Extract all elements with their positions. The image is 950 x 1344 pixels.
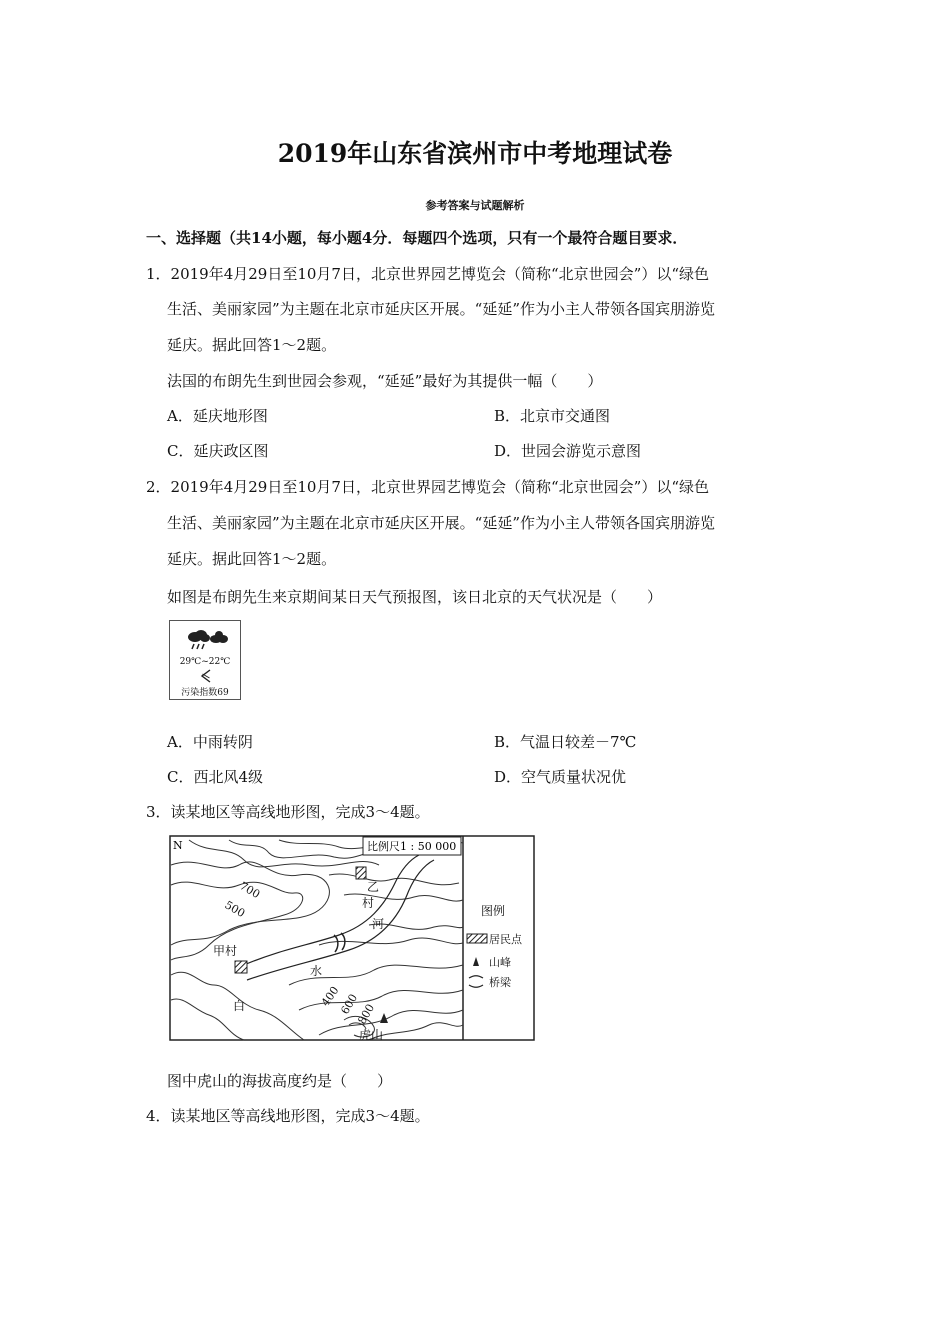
weather-temperature: 29℃~22℃ (179, 657, 231, 667)
legend-peak: 山峰 (489, 956, 511, 969)
q2-intro-line3: 延庆。据此回答1～2题。 (167, 550, 337, 568)
contour-label-700: 700 (237, 879, 263, 902)
q2-option-d: D．空气质量状况优 (494, 768, 627, 786)
legend-title: 图例 (481, 904, 506, 918)
q2-option-a: A．中雨转阴 (167, 733, 253, 751)
q2-stem: 如图是布朗先生来京期间某日天气预报图，该日北京的天气状况是（ ） (167, 588, 663, 606)
river-label-bai: 白 (233, 999, 246, 1013)
q1-option-a: A．延庆地形图 (167, 407, 268, 425)
q1-option-c: C．延庆政区图 (167, 442, 269, 460)
q1-intro-line3: 延庆。据此回答1～2题。 (167, 336, 337, 354)
contour-label-400: 400 (318, 984, 342, 1009)
contour-label-600: 600 (338, 991, 361, 1017)
q2-intro-line1: 2．2019年4月29日至10月7日，北京世界园艺博览会（简称“北京世园会”）以“绿色 (146, 478, 709, 496)
river-label-he: 河 (372, 917, 385, 931)
legend-residence: 居民点 (489, 933, 522, 946)
legend-bridge: 桥梁 (489, 976, 511, 989)
q1-intro-line1: 1．2019年4月29日至10月7日，北京世界园艺博览会（简称“北京世园会”）以“绿色 (146, 265, 709, 283)
q1-intro-line2: 生活、美丽家园”为主题在北京市延庆区开展。“延延”作为小主人带领各国宾朋游览 (167, 300, 716, 318)
place-label-yi: 乙 (367, 880, 380, 894)
q1-stem: 法国的布朗先生到世园会参观，“延延”最好为其提供一幅（ ） (167, 372, 603, 390)
contour-label-500: 500 (222, 898, 248, 921)
q2-option-c: C．西北风4级 (167, 768, 264, 786)
section-heading: 一、选择题（共14小题，每小题4分．每题四个选项，只有一个最符合题目要求． (146, 229, 688, 247)
q1-option-d: D．世园会游览示意图 (494, 442, 642, 460)
q3-intro: 3．读某地区等高线地形图，完成3～4题。 (146, 803, 430, 821)
place-label-jia: 甲村 (213, 944, 238, 958)
rain-cloud-icon (181, 627, 231, 653)
place-label-cun: 村 (362, 896, 375, 910)
q4-intro: 4．读某地区等高线地形图，完成3～4题。 (146, 1107, 430, 1125)
q2-intro-line2: 生活、美丽家园”为主题在北京市延庆区开展。“延延”作为小主人带领各国宾朋游览 (167, 514, 716, 532)
place-label-hushan: 虎山 (359, 1028, 384, 1041)
weather-pollution-index: 污染指数69 (181, 688, 229, 698)
wind-direction-icon (197, 668, 217, 684)
page-title: 2019年山东省滨州市中考地理试卷 (277, 139, 673, 168)
river-label-shui: 水 (310, 964, 323, 978)
contour-label-800: 800 (355, 1001, 378, 1027)
legend-residence-symbol (467, 934, 487, 943)
page-subtitle: 参考答案与试题解析 (425, 199, 525, 212)
contour-map-figure (169, 835, 535, 1041)
weather-forecast-figure (169, 620, 241, 700)
q2-option-b: B．气温日较差－7℃ (494, 733, 637, 751)
north-label: N (173, 839, 183, 852)
map-scale: 比例尺1 : 50 000 (367, 840, 457, 853)
residence-yi (356, 867, 366, 879)
q3-stem: 图中虎山的海拔高度约是（ ） (167, 1072, 393, 1090)
q1-option-b: B．北京市交通图 (494, 407, 611, 425)
residence-jia (235, 961, 247, 973)
